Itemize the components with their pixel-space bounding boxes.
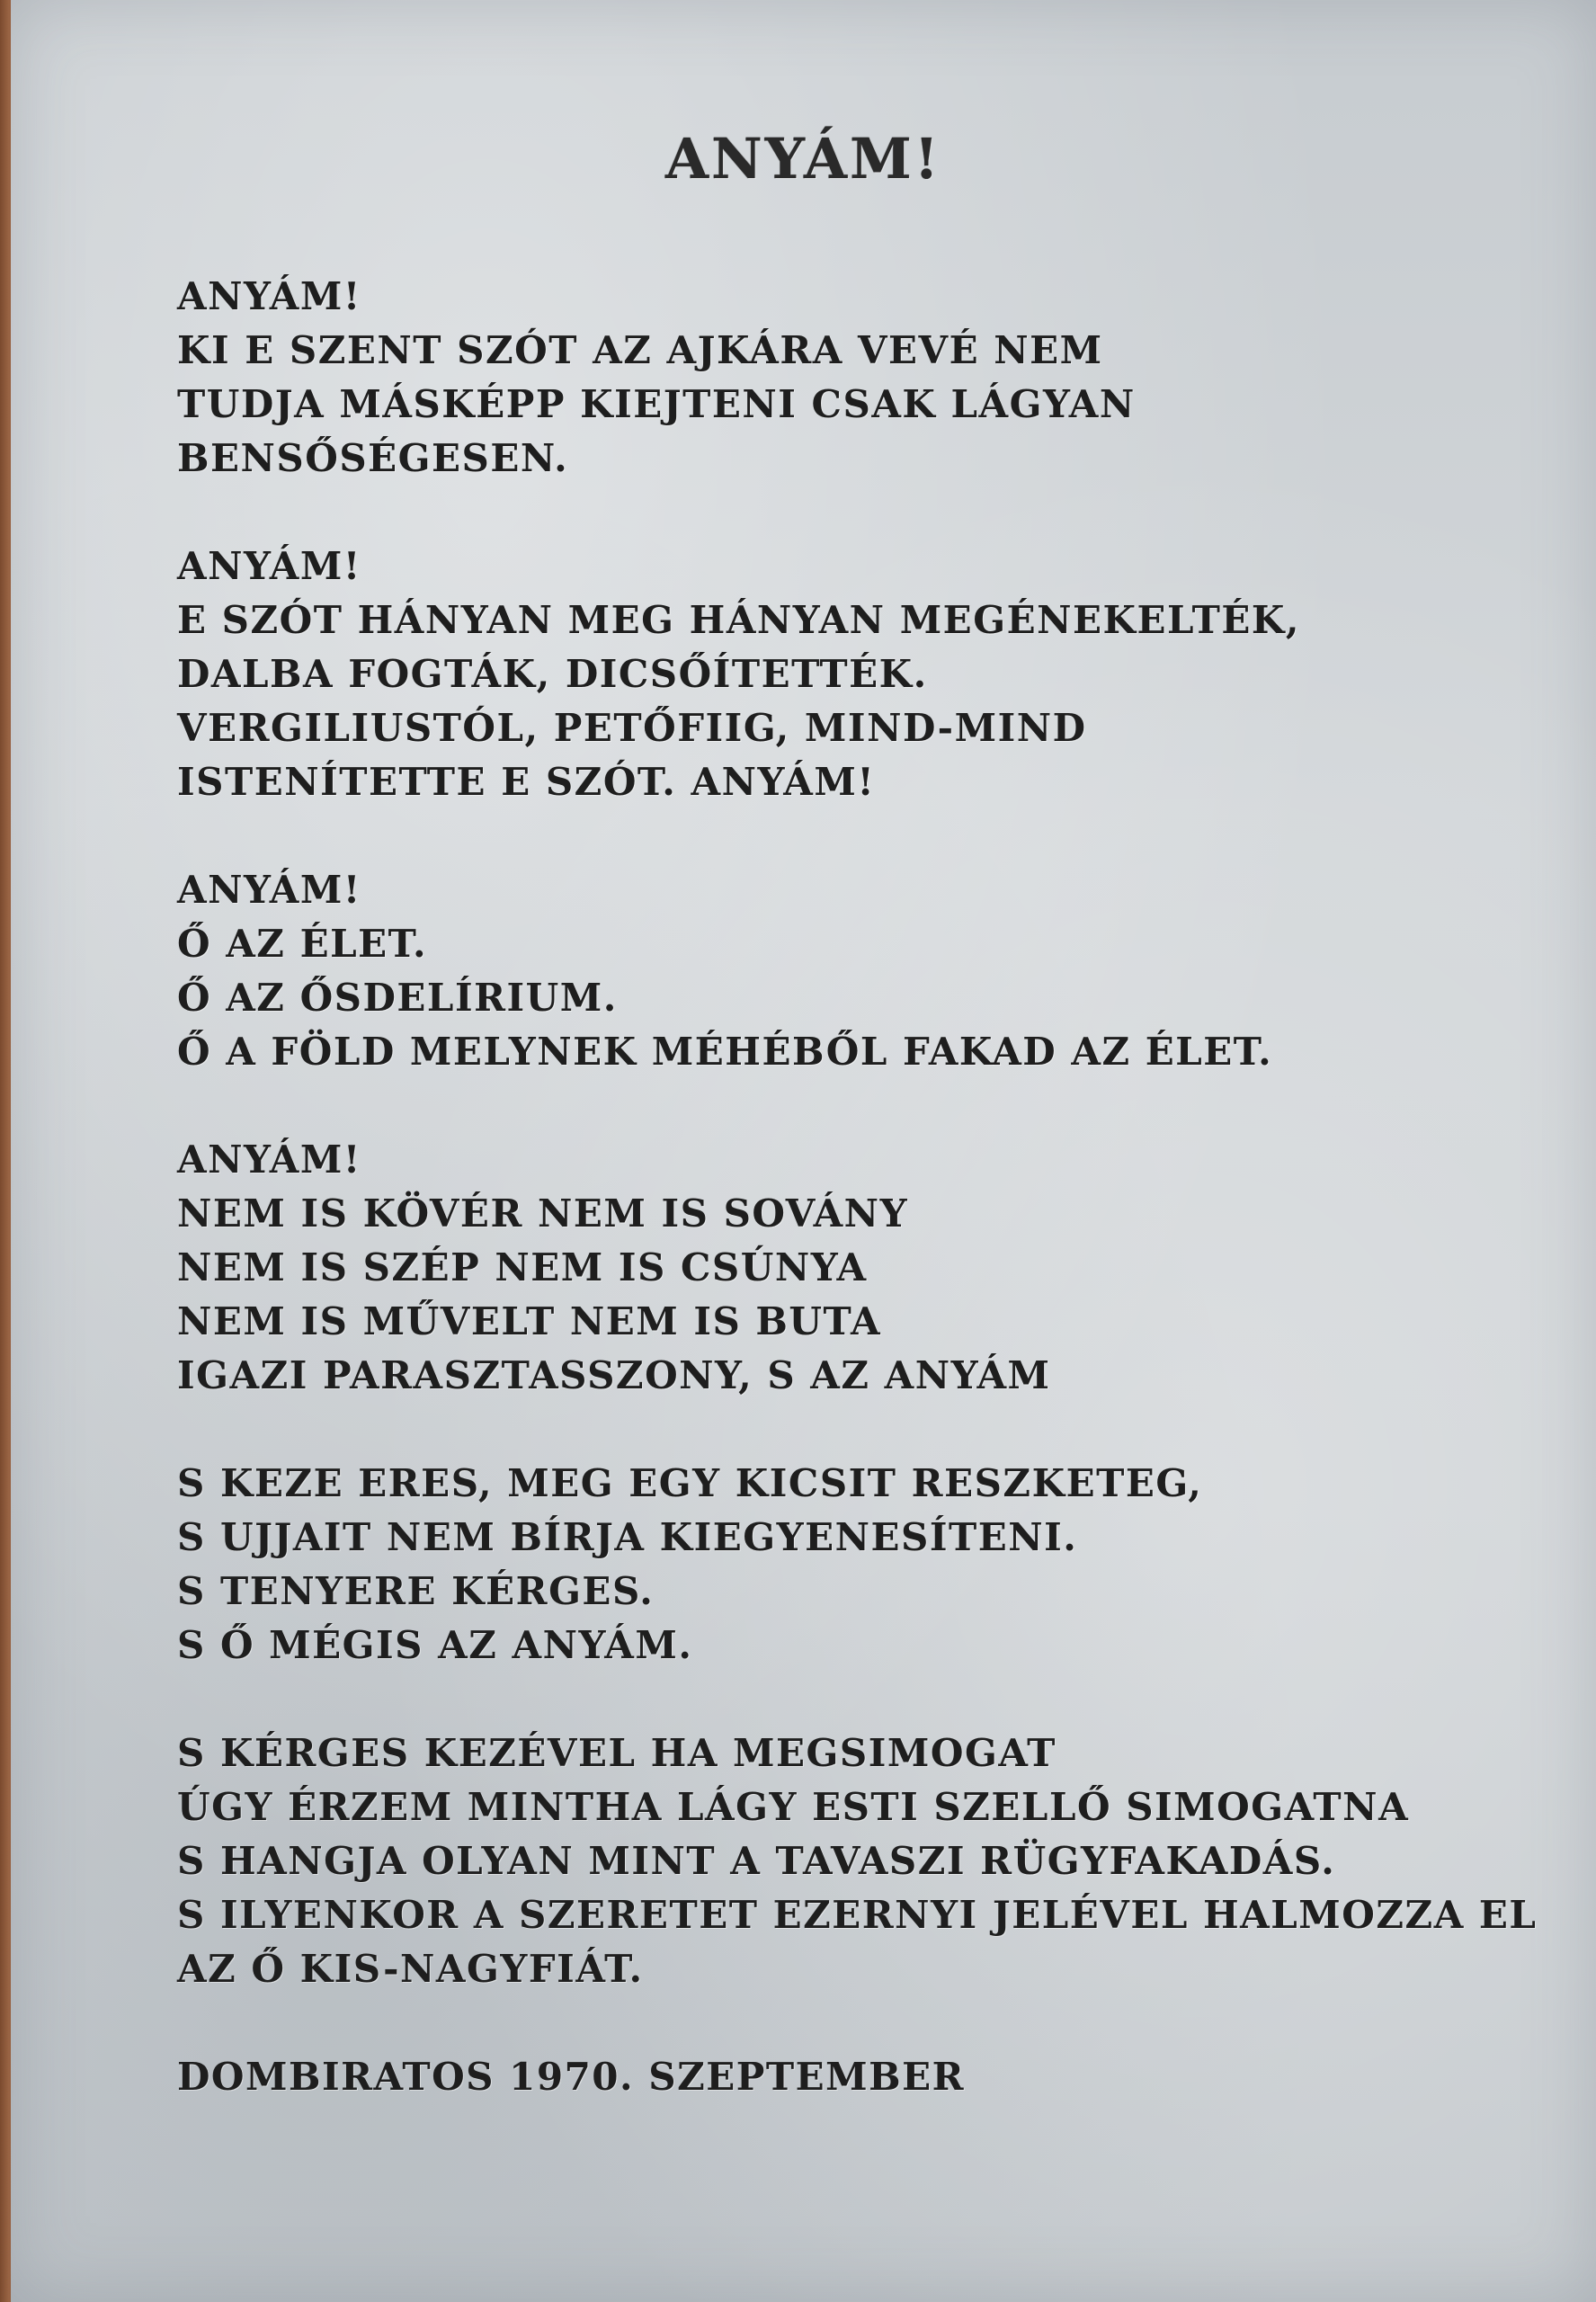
stanza-1 [177, 270, 1580, 486]
poem-line: E SZÓT HÁNYAN MEG HÁNYAN MEGÉNEKELTÉK, [177, 598, 1300, 642]
poem-line: DALBA FOGTÁK, DICSŐÍTETTÉK. [177, 652, 928, 696]
poem-line: ÚGY ÉRZEM MINTHA LÁGY ESTI SZELLŐ SIMOGATNA [177, 1785, 1410, 1829]
poem-line: S KEZE ERES, MEG EGY KICSIT RESZKETEG, [177, 1461, 1203, 1505]
poem-title: ANYÁM! [664, 126, 942, 192]
poem-line: S ILYENKOR A SZERETET EZERNYI JELÉVEL HALMOZZA EL [177, 1893, 1538, 1937]
poem-line: Ő AZ ŐSDELÍRIUM. [177, 976, 618, 1020]
poem-line: NEM IS MŰVELT NEM IS BUTA [177, 1299, 882, 1343]
poem-line: VERGILIUSTÓL, PETŐFIIG, MIND-MIND [177, 706, 1087, 750]
paper-sheet [11, 0, 1596, 2302]
poem-line: TUDJA MÁSKÉPP KIEJTENI CSAK LÁGYAN [177, 382, 1136, 426]
poem-line: Ő A FÖLD MELYNEK MÉHÉBŐL FAKAD AZ ÉLET. [177, 1030, 1273, 1074]
poem-line: AZ Ő KIS-NAGYFIÁT. [177, 1947, 644, 1991]
poem-line: ISTENÍTETTE E SZÓT. ANYÁM! [177, 760, 876, 804]
poem-line: IGAZI PARASZTASSZONY, S AZ ANYÁM [177, 1353, 1051, 1397]
stanza-4 [177, 1133, 1580, 1403]
poem-line: ANYÁM! [177, 544, 361, 588]
poem-line: ANYÁM! [177, 274, 361, 318]
poem-line: S HANGJA OLYAN MINT A TAVASZI RÜGYFAKADÁS. [177, 1839, 1336, 1883]
stanza-6 [177, 1726, 1580, 1996]
stanza-5 [177, 1457, 1580, 1673]
poem-line: KI E SZENT SZÓT AZ AJKÁRA VEVÉ NEM [177, 328, 1103, 372]
stanza-3 [177, 863, 1580, 1079]
poem-line: S KÉRGES KEZÉVEL HA MEGSIMOGAT [177, 1731, 1057, 1775]
poem-line: ANYÁM! [177, 1138, 361, 1182]
poem-line: NEM IS KÖVÉR NEM IS SOVÁNY [177, 1191, 909, 1236]
poem-line: BENSŐSÉGESEN. [177, 436, 569, 480]
poem-body [177, 270, 1580, 2104]
poem-line: ANYÁM! [177, 868, 361, 912]
poem-line: S UJJAIT NEM BÍRJA KIEGYENESÍTENI. [177, 1515, 1078, 1559]
poem-line: NEM IS SZÉP NEM IS CSÚNYA [177, 1245, 868, 1289]
stanza-2 [177, 540, 1580, 809]
place-and-date: DOMBIRATOS 1970. SZEPTEMBER [177, 2055, 966, 2099]
poem-line: S Ő MÉGIS AZ ANYÁM. [177, 1623, 693, 1667]
poem-line: S TENYERE KÉRGES. [177, 1569, 655, 1613]
poem-line: Ő AZ ÉLET. [177, 922, 428, 966]
